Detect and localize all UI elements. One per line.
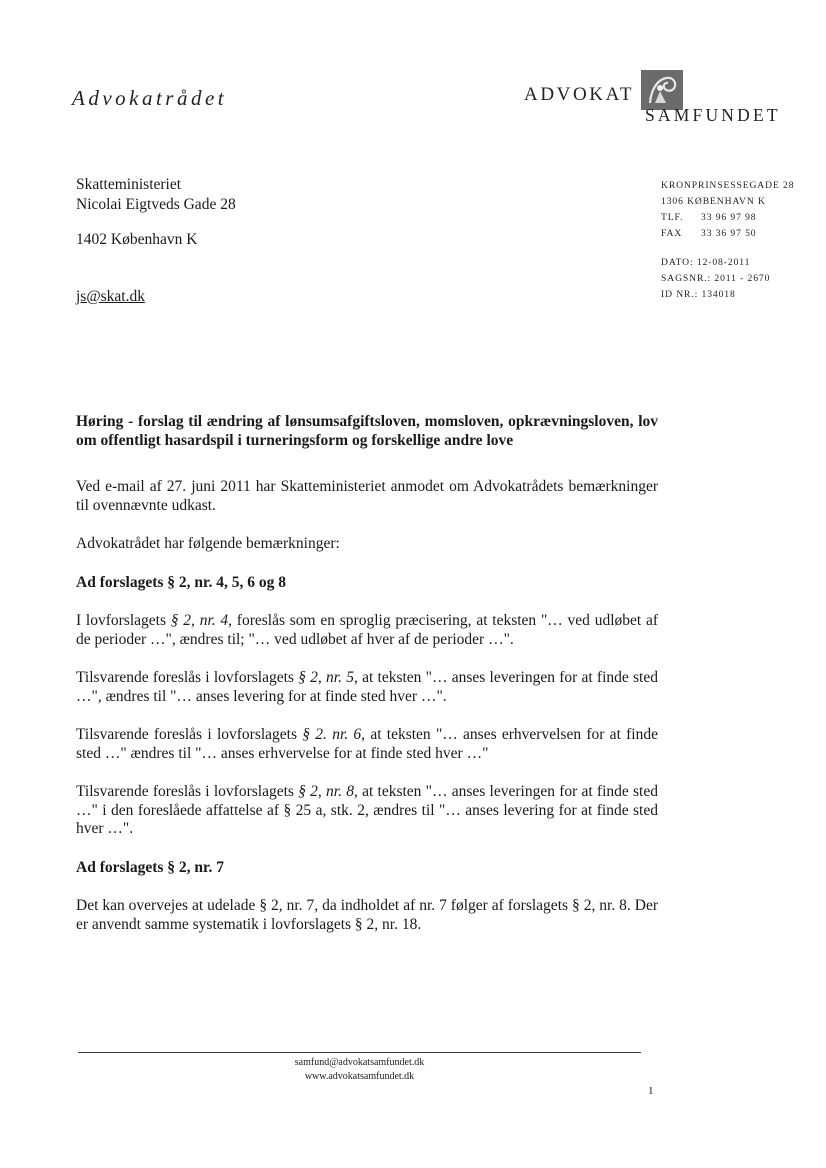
footer-divider xyxy=(78,1052,641,1053)
letter-subject: Høring - forslag til ændring af lønsumsafgiftsloven, momsloven, opkrævningsloven, lov om offentligt hasardspil i turneringsform og forskellige andre love xyxy=(76,413,658,449)
recipient-address xyxy=(76,175,236,215)
id-number: ID NR.: 134018 xyxy=(661,289,736,300)
phone-number: 33 96 97 98 xyxy=(701,212,757,223)
paragraph-1: I lovforslagets § 2, nr. 4, foreslås som en sproglig præcisering, at teksten "… ved udløbet af de perioder …", ændres til; "… ved udløbet af hver af de perioder …". xyxy=(76,612,658,648)
letter-meta-block xyxy=(661,255,770,303)
fax-number: 33 36 97 50 xyxy=(701,228,757,239)
recipient-name: Skatteministeriet xyxy=(76,176,182,193)
footer xyxy=(78,1056,641,1084)
logo-text-advokat: ADVOKAT xyxy=(524,84,635,105)
office-street: KRONPRINSESSEGADE 28 xyxy=(661,180,795,191)
case-number: SAGSNR.: 2011 - 2670 xyxy=(661,273,771,284)
recipient-email-link[interactable]: js@skat.dk xyxy=(76,288,145,305)
paragraph-4: Tilsvarende foreslås i lovforslagets § 2, nr. 8, at teksten "… anses leveringen for at finde sted …" i den foreslåede affattelse af § 25 a, stk. 2, ændres til "… anses levering for at finde sted hver …". xyxy=(76,783,658,837)
page-number: 1 xyxy=(648,1085,654,1097)
section-heading-2: Ad forslagets § 2, nr. 7 xyxy=(76,858,224,876)
footer-website-link[interactable]: www.advokatsamfundet.dk xyxy=(304,1071,415,1082)
logo-text-samfundet: SAMFUNDET xyxy=(645,105,781,125)
sender-name: Advokatrådet xyxy=(72,86,228,110)
paragraph-3: Tilsvarende foreslås i lovforslagets § 2. nr. 6, at teksten "… anses erhvervelsen for at finde sted …" ændres til "… anses erhvervelse for at finde sted hver …" xyxy=(76,726,658,762)
office-fax xyxy=(661,226,794,242)
office-phone xyxy=(661,210,794,226)
recipient-street: Nicolai Eigtveds Gade 28 xyxy=(76,196,236,213)
letter-date: DATO: 12-08-2011 xyxy=(661,257,751,268)
advokatsamfundet-logo-icon xyxy=(641,70,683,110)
office-address-block xyxy=(661,178,794,242)
footer-email-link[interactable]: samfund@advokatsamfundet.dk xyxy=(294,1057,425,1068)
section-heading-1: Ad forslagets § 2, nr. 4, 5, 6 og 8 xyxy=(76,573,286,591)
office-city: 1306 KØBENHAVN K xyxy=(661,196,766,207)
recipient-city: 1402 København K xyxy=(76,231,198,248)
intro-paragraph: Ved e-mail af 27. juni 2011 har Skatteministeriet anmodet om Advokatrådets bemærkninger til ovennævnte udkast. xyxy=(76,478,658,514)
law-reference: § 2, nr. 5 xyxy=(298,669,354,686)
phone-label: TLF. xyxy=(661,212,684,223)
letter-body xyxy=(76,413,658,954)
law-reference: § 2. nr. 6 xyxy=(302,726,362,743)
law-reference: § 2, nr. 4 xyxy=(170,612,229,629)
paragraph-2: Tilsvarende foreslås i lovforslagets § 2, nr. 5, at teksten "… anses leveringen for at finde sted …", ændres til "… anses levering for at finde sted hver …". xyxy=(76,669,658,705)
fax-label: FAX xyxy=(661,228,683,239)
paragraph-5: Det kan overvejes at udelade § 2, nr. 7, da indholdet af nr. 7 følger af forslagets § 2, nr. 8. Der er anvendt samme systematik i lovforslagets § 2, nr. 18. xyxy=(76,897,658,933)
lead-paragraph: Advokatrådet har følgende bemærkninger: xyxy=(76,535,340,552)
law-reference: § 2, nr. 8 xyxy=(298,783,354,800)
